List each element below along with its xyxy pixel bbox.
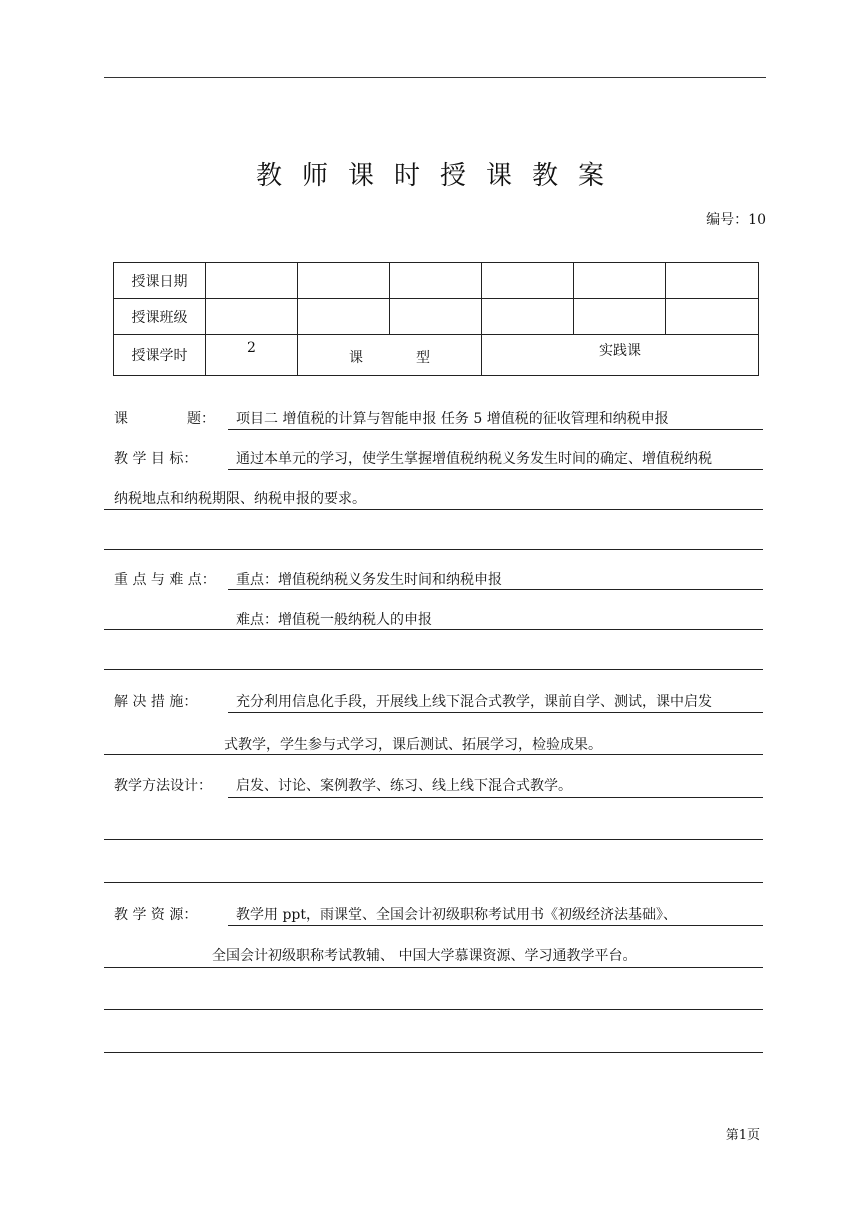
class-label: 授课班级 — [114, 299, 206, 335]
document-number: 编号：10 — [706, 212, 766, 228]
resources-underline-4 — [104, 1052, 763, 1053]
difficulty-line: 难点：增值税一般纳税人的申报 — [236, 612, 432, 628]
measures-line-2: 式教学，学生参与式学习，课后测试、拓展学习，检验成果。 — [224, 737, 602, 753]
topic-label-suffix: 题： — [187, 411, 215, 427]
measures-line-1: 充分利用信息化手段，开展线上线下混合式教学，课前自学、测试，课中启发 — [236, 694, 712, 710]
topic-underline — [228, 429, 763, 430]
page-title: 教师课时授课教案 — [255, 161, 624, 191]
resources-underline-1 — [228, 925, 763, 926]
type-label-1: 课 — [349, 350, 364, 366]
class-cell[interactable] — [482, 299, 574, 335]
date-cell[interactable] — [206, 263, 298, 299]
date-cell[interactable] — [298, 263, 390, 299]
goal-underline-1 — [228, 469, 763, 470]
key-underline-2 — [104, 629, 763, 630]
goal-line-2: 纳税地点和纳税期限、纳税申报的要求。 — [114, 491, 366, 507]
hours-value: 2 — [247, 340, 256, 356]
page-number: 第1页 — [725, 1128, 760, 1143]
goal-label: 教 学 目 标： — [114, 451, 198, 467]
schedule-table — [113, 262, 759, 376]
type-value: 实践课 — [599, 343, 641, 359]
key-point-line: 重点：增值税纳税义务发生时间和纳税申报 — [236, 572, 502, 588]
goal-underline-3 — [104, 549, 763, 550]
date-label: 授课日期 — [114, 263, 206, 299]
measures-underline-2 — [104, 754, 763, 755]
class-cell[interactable] — [206, 299, 298, 335]
measures-underline-1 — [228, 712, 763, 713]
resources-underline-3 — [104, 1009, 763, 1010]
type-label-cell — [298, 335, 482, 376]
type-value-cell[interactable] — [482, 335, 759, 376]
topic-value: 项目二 增值税的计算与智能申报 任务 5 增值税的征收管理和纳税申报 — [236, 411, 669, 427]
resources-underline-2 — [104, 967, 763, 968]
method-line-1: 启发、讨论、案例教学、练习、线上线下混合式教学。 — [236, 778, 572, 794]
class-cell[interactable] — [666, 299, 759, 335]
goal-line-1: 通过本单元的学习，使学生掌握增值税纳税义务发生时间的确定、增值税纳税 — [236, 451, 712, 467]
key-points-label: 重 点 与 难 点： — [114, 572, 216, 588]
class-cell[interactable] — [574, 299, 666, 335]
table-row-hours — [114, 335, 759, 376]
resources-label: 教 学 资 源： — [114, 907, 198, 923]
class-cell[interactable] — [390, 299, 482, 335]
key-underline-3 — [104, 669, 763, 670]
measures-label: 解 决 措 施： — [114, 694, 198, 710]
method-underline-2 — [104, 839, 763, 840]
resources-line-2: 全国会计初级职称考试教辅、 中国大学慕课资源、学习通教学平台。 — [212, 948, 637, 964]
topic-label: 课 — [114, 411, 128, 427]
key-underline-1 — [228, 589, 763, 590]
date-cell[interactable] — [390, 263, 482, 299]
header-rule — [104, 77, 766, 78]
method-label: 教学方法设计： — [114, 778, 212, 794]
class-cell[interactable] — [298, 299, 390, 335]
hours-label: 授课学时 — [114, 335, 206, 376]
method-underline-1 — [228, 797, 763, 798]
table-row-date — [114, 263, 759, 299]
goal-underline-2 — [104, 509, 763, 510]
date-cell[interactable] — [666, 263, 759, 299]
table-row-class — [114, 299, 759, 335]
date-cell[interactable] — [574, 263, 666, 299]
date-cell[interactable] — [482, 263, 574, 299]
hours-value-cell[interactable] — [206, 335, 298, 376]
resources-line-1: 教学用 ppt，雨课堂、全国会计初级职称考试用书《初级经济法基础》、 — [236, 907, 677, 923]
type-label-2: 型 — [415, 350, 430, 366]
method-underline-3 — [104, 882, 763, 883]
